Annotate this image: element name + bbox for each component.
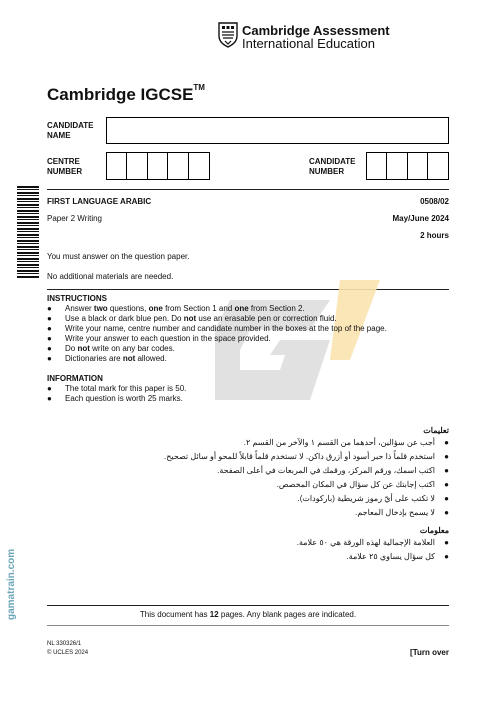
- information-heading: INFORMATION: [47, 374, 103, 383]
- instruction-fragment: Write your name, centre number and candidate number in the boxes at the top of the page.: [65, 324, 387, 333]
- arabic-instructions-list: [119, 438, 449, 522]
- instruction-fragment: allowed.: [135, 354, 167, 363]
- title-text: Cambridge IGCSE: [47, 85, 194, 104]
- bullet: ●: [444, 508, 449, 517]
- divider: [47, 189, 449, 190]
- digit-box[interactable]: [107, 153, 127, 179]
- instruction-fragment: Dictionaries are: [65, 354, 123, 363]
- candidate-name-field[interactable]: [106, 117, 449, 144]
- list-item: [119, 480, 449, 494]
- instruction-text: [65, 314, 337, 324]
- instruction-fragment: from Section 2.: [248, 304, 305, 313]
- arabic-information-heading: معلومات: [419, 526, 449, 535]
- exam-duration: 2 hours: [420, 231, 449, 240]
- list-item: [47, 314, 449, 324]
- divider: [47, 605, 449, 606]
- instructions-heading: INSTRUCTIONS: [47, 294, 107, 303]
- digit-box[interactable]: [387, 153, 407, 179]
- list-item: [119, 538, 449, 552]
- digit-box[interactable]: [189, 153, 209, 179]
- emphasis-text: two: [93, 304, 108, 313]
- answer-note: You must answer on the question paper.: [47, 252, 190, 261]
- materials-note: No additional materials are needed.: [47, 272, 174, 281]
- arabic-item-text: أجب عن سؤالين، أحدهما من القسم ١ والآخر من القسم ٢.: [243, 438, 435, 447]
- side-watermark: [0, 520, 22, 640]
- arabic-item-text: استخدم قلماً ذا حبر أسود أو أزرق داكن. لا تستخدم قلماً قابلاً للمحو أو سائل تصحيح.: [164, 452, 435, 461]
- list-item: [47, 304, 449, 314]
- cambridge-crest-icon: [218, 22, 238, 48]
- exam-session: May/June 2024: [392, 214, 449, 223]
- bullet: ●: [47, 394, 52, 403]
- side-watermark-text: gamatrain.com: [6, 548, 17, 620]
- digit-box[interactable]: [428, 153, 448, 179]
- paper-name: Paper 2 Writing: [47, 214, 102, 223]
- list-item: [47, 384, 449, 394]
- candidate-number-field[interactable]: [366, 152, 449, 180]
- candidate-number-label: [309, 157, 356, 177]
- information-list: [47, 384, 449, 404]
- digit-box[interactable]: [168, 153, 188, 179]
- subject-title: FIRST LANGUAGE ARABIC: [47, 197, 152, 206]
- candidate-name-label: [47, 121, 94, 141]
- document-ref: NL 330326/1: [47, 641, 82, 647]
- bullet: ●: [47, 344, 52, 353]
- emphasis-text: not: [77, 344, 90, 353]
- barcode: [17, 186, 39, 278]
- bullet: ●: [47, 334, 52, 343]
- list-item: [47, 344, 449, 354]
- list-item: [47, 324, 449, 334]
- candidate-number-label-line1: CANDIDATE: [309, 157, 356, 166]
- instruction-fragment: Do: [65, 344, 78, 353]
- arabic-item-text: العلامة الإجمالية لهذه الورقة هي ٥٠ علامة.: [296, 538, 435, 547]
- org-name-line1: Cambridge Assessment: [242, 23, 390, 38]
- instruction-text: [65, 304, 305, 314]
- candidate-name-label-line1: CANDIDATE: [47, 121, 94, 130]
- emphasis-text: one: [148, 304, 163, 313]
- centre-number-label-line2: NUMBER: [47, 167, 83, 176]
- instructions-list: [47, 304, 449, 364]
- arabic-instructions-heading: تعليمات: [423, 426, 449, 435]
- page-title: [47, 85, 205, 105]
- digit-box[interactable]: [408, 153, 428, 179]
- digit-box[interactable]: [127, 153, 147, 179]
- bullet: ●: [47, 324, 52, 333]
- list-item: [47, 334, 449, 344]
- bullet: ●: [47, 354, 52, 363]
- page-count-note: [0, 610, 496, 619]
- instruction-fragment: Answer: [65, 304, 94, 313]
- emphasis-text: one: [234, 304, 249, 313]
- list-item: [119, 452, 449, 466]
- candidate-name-label-line2: NAME: [47, 131, 71, 140]
- list-item: [119, 552, 449, 566]
- list-item: [119, 508, 449, 522]
- instruction-fragment: write on any bar codes.: [89, 344, 175, 353]
- bullet: ●: [444, 538, 449, 547]
- instruction-text: [65, 354, 167, 364]
- list-item: [47, 394, 449, 404]
- digit-box[interactable]: [148, 153, 168, 179]
- bullet: ●: [47, 314, 52, 323]
- paper-code: 0508/02: [420, 197, 449, 206]
- bullet: ●: [47, 304, 52, 313]
- list-item: [119, 494, 449, 508]
- centre-number-label-line1: CENTRE: [47, 157, 80, 166]
- bullet: ●: [444, 438, 449, 447]
- list-item: [47, 354, 449, 364]
- instruction-text: [65, 344, 175, 354]
- arabic-item-text: اكتب إجابتك عن كل سؤال في المكان المخصص.: [276, 480, 435, 489]
- information-item: The total mark for this paper is 50.: [65, 384, 187, 393]
- arabic-item-text: لا يسمح بإدخال المعاجم.: [355, 508, 435, 517]
- instruction-fragment: use an erasable pen or correction fluid.: [196, 314, 337, 323]
- copyright: © UCLES 2024: [47, 650, 89, 656]
- information-item: Each question is worth 25 marks.: [65, 394, 183, 403]
- centre-number-field[interactable]: [106, 152, 210, 180]
- bullet: ●: [444, 552, 449, 561]
- arabic-item-text: كل سؤال يساوي ٢٥ علامة.: [346, 552, 435, 561]
- bullet: ●: [444, 494, 449, 503]
- list-item: [119, 466, 449, 480]
- page-count-pre: This document has: [139, 610, 210, 619]
- candidate-number-label-line2: NUMBER: [309, 167, 345, 176]
- digit-box[interactable]: [367, 153, 387, 179]
- divider: [47, 625, 449, 626]
- arabic-item-text: اكتب اسمك، ورقم المركز، ورقمك في المربعات في أعلى الصفحة.: [217, 466, 435, 475]
- emphasis-text: not: [122, 354, 136, 363]
- bullet: ●: [444, 466, 449, 475]
- bullet: ●: [444, 452, 449, 461]
- instruction-fragment: from Section 1 and: [162, 304, 235, 313]
- bullet: ●: [47, 384, 52, 393]
- page-count-post: pages. Any blank pages are indicated.: [218, 610, 357, 619]
- centre-number-label: [47, 157, 82, 177]
- arabic-information-list: [119, 538, 449, 566]
- instruction-text: [65, 334, 271, 344]
- org-name-line2: International Education: [242, 36, 375, 51]
- list-item: [119, 438, 449, 452]
- page-count: 12: [209, 610, 219, 619]
- instruction-text: [65, 324, 387, 334]
- instruction-fragment: questions,: [107, 304, 149, 313]
- bullet: ●: [444, 480, 449, 489]
- turn-over-label: [Turn over: [410, 648, 449, 657]
- arabic-item-text: لا تكتب على أيّ رموز شريطية (باركودات).: [297, 494, 435, 503]
- trademark-mark: TM: [193, 83, 205, 92]
- emphasis-text: not: [183, 314, 197, 323]
- instruction-fragment: Write your answer to each question in the space provided.: [65, 334, 271, 343]
- instruction-fragment: Use a black or dark blue pen. Do: [65, 314, 184, 323]
